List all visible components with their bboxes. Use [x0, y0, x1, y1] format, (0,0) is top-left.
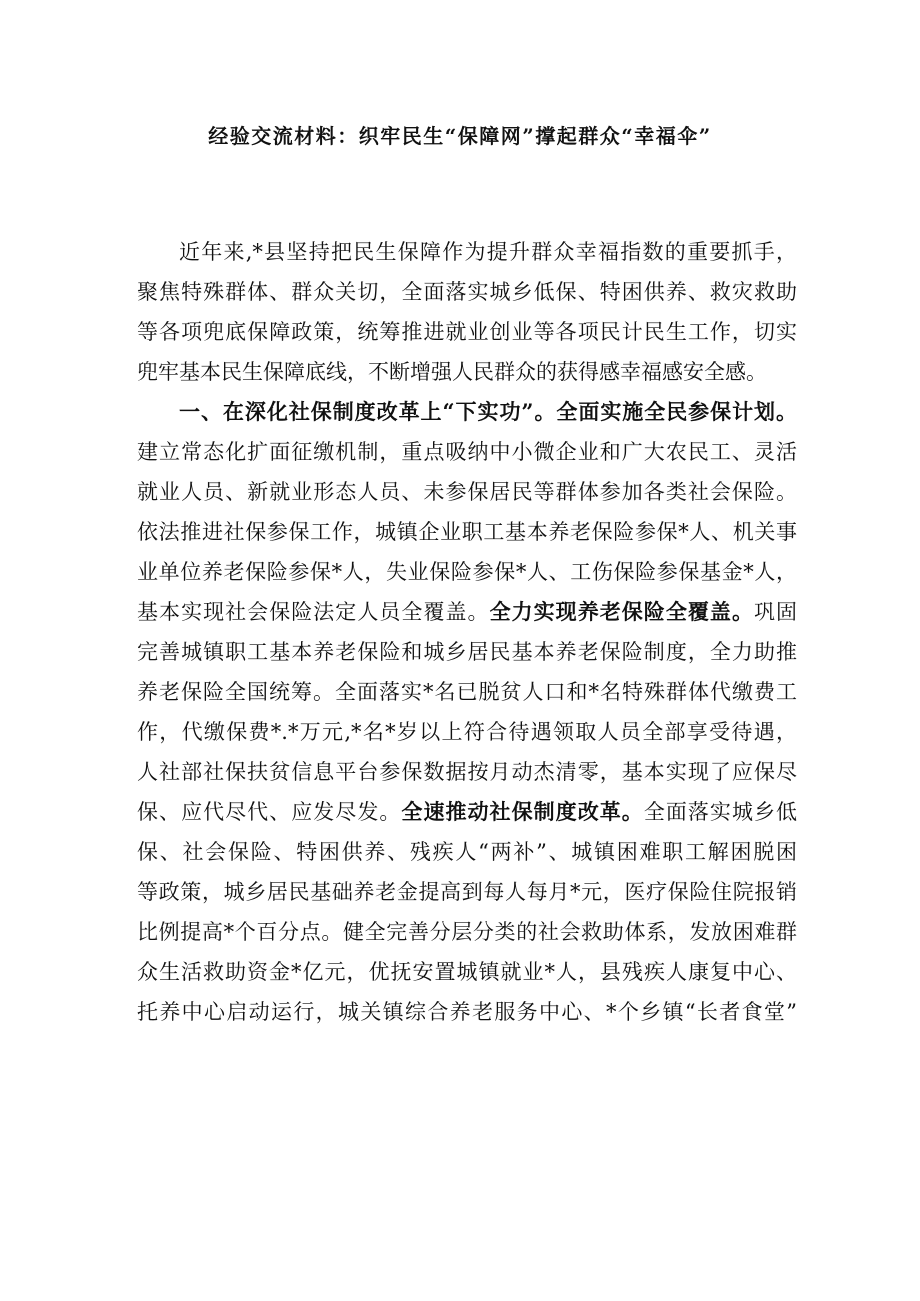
paragraph-line: 人社部社保扶贫信息平台参保数据按月动杰清零，基本实现了应保尽 [137, 760, 797, 784]
plain-text: 巩固 [753, 600, 798, 624]
plain-text: 基本实现社会保险法定人员全覆盖。 [137, 600, 490, 624]
paragraph-line: 众生活救助资金*亿元，优抚安置城镇就业*人，县残疾人康复中心、 [137, 960, 797, 984]
paragraph-line: 比例提高*个百分点。健全完善分层分类的社会救助体系，发放困难群 [137, 920, 797, 944]
bold-subheading: 全力实现养老保险全覆盖。 [489, 599, 754, 624]
plain-text: 全面落实城乡低 [643, 800, 798, 824]
paragraph-line: 就业人员、新就业形态人员、未参保居民等群体参加各类社会保险。 [137, 480, 797, 504]
intro-line: 近年来,*县坚持把民生保障作为提升群众幸福指数的重要抓手， [179, 240, 797, 264]
paragraph-line: 养老保险全国统筹。全面落实*名已脱贫人口和*名特殊群体代缴费工 [137, 680, 797, 704]
bold-subheading: 全速推动社保制度改革。 [401, 799, 644, 824]
paragraph-line: 托养中心启动运行，城关镇综合养老服务中心、*个乡镇“长者食堂” [137, 1000, 797, 1024]
intro-line: 等各项兜底保障政策，统筹推进就业创业等各项民计民生工作，切实 [137, 320, 797, 344]
intro-line: 聚焦特殊群体、群众关切，全面落实城乡低保、特困供养、救灾救助 [137, 280, 797, 304]
plain-text: 保、应代尽代、应发尽发。 [137, 800, 402, 824]
paragraph-line: 业单位养老保险参保*人，失业保险参保*人、工伤保险参保基金*人， [137, 560, 797, 584]
paragraph-line: 等政策，城乡居民基础养老金提高到每人每月*元，医疗保险住院报销 [137, 880, 797, 904]
document-body [137, 232, 797, 1032]
intro-line: 兜牢基本民生保障底线，不断增强人民群众的获得感幸福感安全感。 [137, 360, 767, 384]
paragraph-line: 建立常态化扩面征缴机制，重点吸纳中小微企业和广大农民工、灵活 [137, 440, 797, 464]
section-heading: 一、在深化社保制度改革上“下实功”。全面实施全民参保计划。 [179, 399, 797, 424]
paragraph-line-mixed [137, 592, 797, 632]
document-title: 经验交流材料：织牢民生“保障网”撑起群众“幸福伞” [208, 124, 712, 148]
paragraph-line: 完善城镇职工基本养老保险和城乡居民基本养老保险制度，全力助推 [137, 640, 797, 664]
paragraph-line-mixed [137, 792, 797, 832]
paragraph-line: 保、社会保险、特困供养、残疾人“两补”、城镇困难职工解困脱困 [137, 840, 797, 864]
paragraph-line: 依法推进社保参保工作，城镇企业职工基本养老保险参保*人、机关事 [137, 520, 797, 544]
paragraph-line: 作，代缴保费*.*万元,*名*岁以上符合待遇领取人员全部享受待遇， [137, 720, 797, 744]
